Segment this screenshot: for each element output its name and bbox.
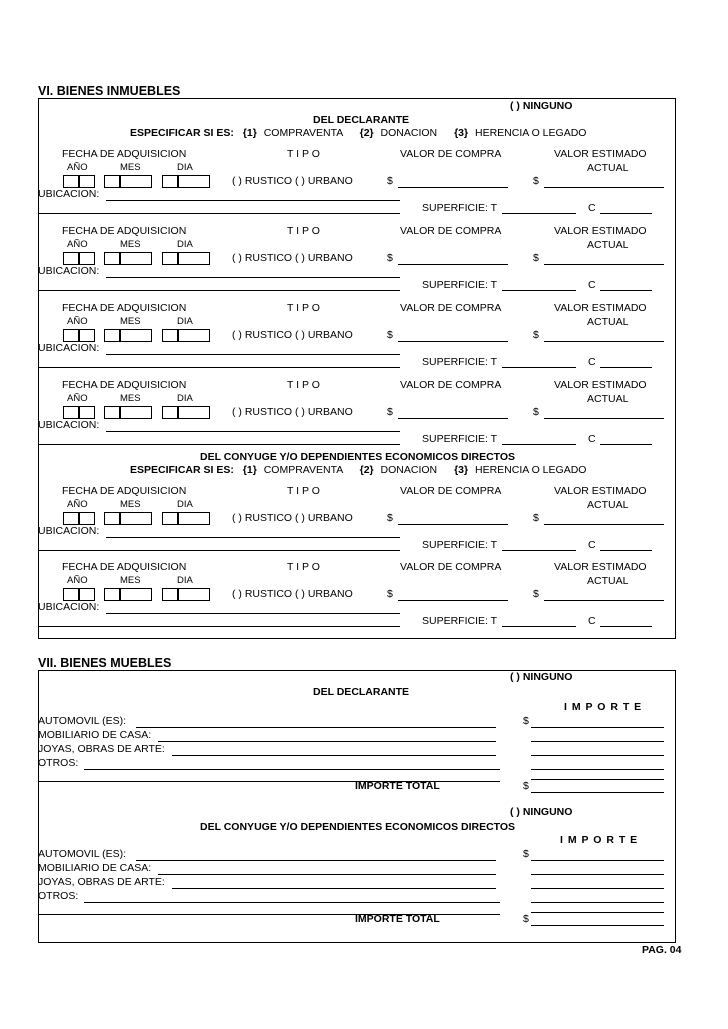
superficie-label: SUPERFICIE: T xyxy=(422,433,498,445)
superficie-c-field[interactable] xyxy=(600,213,652,214)
mes-box-1[interactable] xyxy=(104,329,120,342)
mes-box-1[interactable] xyxy=(104,406,120,419)
superficie-c-field[interactable] xyxy=(600,550,652,551)
joyas-label: JOYAS, OBRAS DE ARTE: xyxy=(38,743,165,755)
anio-box-2[interactable] xyxy=(79,252,95,265)
actual-label: ACTUAL xyxy=(587,162,629,174)
valor-estimado-field[interactable] xyxy=(544,524,664,525)
valor-compra-dollar: $ xyxy=(387,329,393,341)
ubicacion-label: UBICACION: xyxy=(38,525,100,537)
valor-estimado-dollar: $ xyxy=(533,512,539,524)
importe-total-dollar: $ xyxy=(523,913,529,925)
anio-box-2[interactable] xyxy=(79,329,95,342)
ubicacion-field[interactable] xyxy=(106,200,400,201)
automovil-label: AUTOMOVIL (ES): xyxy=(38,715,127,727)
actual-label: ACTUAL xyxy=(587,239,629,251)
ubicacion-label: UBICACION: xyxy=(38,342,100,354)
superficie-label: SUPERFICIE: T xyxy=(422,202,498,214)
mes-box-1[interactable] xyxy=(104,175,120,188)
rustico-urbano-options[interactable]: ( ) RUSTICO ( ) URBANO xyxy=(232,329,353,341)
valor-compra-label: VALOR DE COMPRA xyxy=(400,561,502,573)
dia-box-1[interactable] xyxy=(162,406,178,419)
ubicacion-field[interactable] xyxy=(106,431,400,432)
inmueble-entry xyxy=(0,302,680,382)
valor-estimado-label: VALOR ESTIMADO xyxy=(554,302,647,314)
rustico-urbano-options[interactable]: ( ) RUSTICO ( ) URBANO xyxy=(232,588,353,600)
joyas-field[interactable] xyxy=(172,888,496,889)
valor-estimado-field[interactable] xyxy=(544,600,664,601)
importe-total-field[interactable] xyxy=(531,925,664,926)
fecha-label: FECHA DE ADQUISICION xyxy=(62,561,187,573)
actual-label: ACTUAL xyxy=(587,575,629,587)
rustico-urbano-options[interactable]: ( ) RUSTICO ( ) URBANO xyxy=(232,406,353,418)
anio-label: AÑO xyxy=(67,499,88,510)
valor-estimado-dollar: $ xyxy=(533,406,539,418)
dia-box-2[interactable] xyxy=(178,252,210,265)
anio-box-1[interactable] xyxy=(63,588,79,601)
mobiliario-field[interactable] xyxy=(158,741,496,742)
valor-estimado-dollar: $ xyxy=(533,252,539,264)
page-number: PAG. 04 xyxy=(642,944,682,956)
valor-estimado-dollar: $ xyxy=(533,175,539,187)
mes-box-2[interactable] xyxy=(120,406,152,419)
tipo-label: T I P O xyxy=(287,561,320,573)
superficie-t-field[interactable] xyxy=(502,626,576,627)
valor-estimado-dollar: $ xyxy=(533,329,539,341)
superficie-c-field[interactable] xyxy=(600,626,652,627)
valor-estimado-label: VALOR ESTIMADO xyxy=(554,485,647,497)
dia-box-1[interactable] xyxy=(162,252,178,265)
muebles-conyuge-header: DEL CONYUGE Y/O DEPENDIENTES ECONOMICOS DIRECTOS xyxy=(200,821,516,833)
mes-label: MES xyxy=(120,499,141,510)
valor-estimado-label: VALOR ESTIMADO xyxy=(554,379,647,391)
valor-estimado-label: VALOR ESTIMADO xyxy=(554,561,647,573)
joyas-label: JOYAS, OBRAS DE ARTE: xyxy=(38,876,165,888)
mes-label: MES xyxy=(120,316,141,327)
dia-label: DIA xyxy=(177,239,193,250)
ubicacion-field-line2[interactable] xyxy=(38,213,400,214)
anio-box-2[interactable] xyxy=(79,588,95,601)
automovil-importe-field[interactable] xyxy=(531,860,664,861)
mes-box-1[interactable] xyxy=(104,512,120,525)
rustico-urbano-options[interactable]: ( ) RUSTICO ( ) URBANO xyxy=(232,252,353,264)
ubicacion-label: UBICACION: xyxy=(38,419,100,431)
valor-compra-field[interactable] xyxy=(398,187,508,188)
ubicacion-field[interactable] xyxy=(106,613,400,614)
inmueble-entry xyxy=(0,225,680,305)
importe-total-dollar: $ xyxy=(523,780,529,792)
muebles-declarante-header: DEL DECLARANTE xyxy=(313,686,410,698)
inmuebles-ninguno-checkbox[interactable]: ( ) NINGUNO xyxy=(510,100,573,112)
otros-label: OTROS: xyxy=(38,757,79,769)
mes-box-2[interactable] xyxy=(120,329,152,342)
mobiliario-importe-field[interactable] xyxy=(531,741,664,742)
superficie-c-label: C xyxy=(588,279,596,291)
otros-label: OTROS: xyxy=(38,890,79,902)
superficie-c-label: C xyxy=(588,615,596,627)
section-title-muebles: VII. BIENES MUEBLES xyxy=(38,656,172,670)
ubicacion-field[interactable] xyxy=(106,277,400,278)
importe-header-conyuge: I M P O R T E xyxy=(560,834,639,846)
superficie-label: SUPERFICIE: T xyxy=(422,279,498,291)
ubicacion-field-line2[interactable] xyxy=(38,367,400,368)
ubicacion-field-line2[interactable] xyxy=(38,626,400,627)
superficie-c-field[interactable] xyxy=(600,444,652,445)
declarante-header: DEL DECLARANTE xyxy=(313,114,410,126)
valor-compra-dollar: $ xyxy=(387,175,393,187)
superficie-t-field[interactable] xyxy=(502,290,576,291)
mes-box-1[interactable] xyxy=(104,252,120,265)
mes-box-2[interactable] xyxy=(120,252,152,265)
actual-label: ACTUAL xyxy=(587,316,629,328)
mes-box-2[interactable] xyxy=(120,512,152,525)
ubicacion-field[interactable] xyxy=(106,537,400,538)
superficie-label: SUPERFICIE: T xyxy=(422,539,498,551)
dia-box-1[interactable] xyxy=(162,588,178,601)
superficie-t-field[interactable] xyxy=(502,213,576,214)
anio-box-1[interactable] xyxy=(63,329,79,342)
superficie-c-field[interactable] xyxy=(600,367,652,368)
joyas-importe-field[interactable] xyxy=(531,888,664,889)
joyas-field[interactable] xyxy=(172,755,496,756)
valor-estimado-label: VALOR ESTIMADO xyxy=(554,148,647,160)
tipo-label: T I P O xyxy=(287,148,320,160)
valor-compra-label: VALOR DE COMPRA xyxy=(400,148,502,160)
mobiliario-label: MOBILIARIO DE CASA: xyxy=(38,729,152,741)
valor-estimado-field[interactable] xyxy=(544,187,664,188)
inmueble-entry xyxy=(0,148,680,228)
ubicacion-field-line2[interactable] xyxy=(38,550,400,551)
superficie-c-label: C xyxy=(588,539,596,551)
anio-label: AÑO xyxy=(67,575,88,586)
ubicacion-label: UBICACION: xyxy=(38,265,100,277)
anio-box-1[interactable] xyxy=(63,406,79,419)
joyas-importe-field[interactable] xyxy=(531,755,664,756)
muebles-ninguno-checkbox-conyuge[interactable]: ( ) NINGUNO xyxy=(510,806,573,818)
extra-importe-field[interactable] xyxy=(531,912,664,913)
ubicacion-field-line2[interactable] xyxy=(38,444,400,445)
valor-compra-field[interactable] xyxy=(398,341,508,342)
anio-label: AÑO xyxy=(67,239,88,250)
dia-box-2[interactable] xyxy=(178,175,210,188)
valor-estimado-field[interactable] xyxy=(544,264,664,265)
especificar-legend-conyuge: ESPECIFICAR SI ES: {1} COMPRAVENTA {2} DONACION {3} HERENCIA O LEGADO xyxy=(130,464,587,476)
ubicacion-label: UBICACION: xyxy=(38,188,100,200)
dia-label: DIA xyxy=(177,575,193,586)
inmueble-entry xyxy=(0,485,680,565)
ubicacion-field-line2[interactable] xyxy=(38,290,400,291)
mes-label: MES xyxy=(120,575,141,586)
mobiliario-label: MOBILIARIO DE CASA: xyxy=(38,862,152,874)
anio-label: AÑO xyxy=(67,162,88,173)
anio-box-2[interactable] xyxy=(79,512,95,525)
anio-label: AÑO xyxy=(67,393,88,404)
ubicacion-field[interactable] xyxy=(106,354,400,355)
anio-box-2[interactable] xyxy=(79,175,95,188)
section-title-inmuebles: VI. BIENES INMUEBLES xyxy=(38,84,181,98)
valor-compra-label: VALOR DE COMPRA xyxy=(400,485,502,497)
importe-header: I M P O R T E xyxy=(564,701,643,713)
otros-field[interactable] xyxy=(84,769,500,770)
valor-compra-label: VALOR DE COMPRA xyxy=(400,379,502,391)
ubicacion-label: UBICACION: xyxy=(38,601,100,613)
valor-compra-dollar: $ xyxy=(387,406,393,418)
dia-box-2[interactable] xyxy=(178,512,210,525)
dia-label: DIA xyxy=(177,162,193,173)
mes-box-2[interactable] xyxy=(120,588,152,601)
mes-label: MES xyxy=(120,239,141,250)
anio-box-1[interactable] xyxy=(63,512,79,525)
actual-label: ACTUAL xyxy=(587,393,629,405)
valor-compra-field[interactable] xyxy=(398,264,508,265)
tipo-label: T I P O xyxy=(287,379,320,391)
valor-compra-label: VALOR DE COMPRA xyxy=(400,302,502,314)
especificar-legend: ESPECIFICAR SI ES: {1} COMPRAVENTA {2} DONACION {3} HERENCIA O LEGADO xyxy=(130,127,587,139)
fecha-label: FECHA DE ADQUISICION xyxy=(62,225,187,237)
superficie-t-field[interactable] xyxy=(502,367,576,368)
superficie-c-label: C xyxy=(588,356,596,368)
superficie-c-label: C xyxy=(588,202,596,214)
inmueble-entry xyxy=(0,561,680,641)
mobiliario-field[interactable] xyxy=(158,874,496,875)
importe-total-field[interactable] xyxy=(531,792,664,793)
rustico-urbano-options[interactable]: ( ) RUSTICO ( ) URBANO xyxy=(232,512,353,524)
superficie-c-label: C xyxy=(588,433,596,445)
fecha-label: FECHA DE ADQUISICION xyxy=(62,379,187,391)
muebles-block xyxy=(0,848,680,938)
mes-label: MES xyxy=(120,393,141,404)
tipo-label: T I P O xyxy=(287,485,320,497)
valor-compra-dollar: $ xyxy=(387,588,393,600)
dia-label: DIA xyxy=(177,393,193,404)
dia-box-2[interactable] xyxy=(178,329,210,342)
conyuge-header: DEL CONYUGE Y/O DEPENDIENTES ECONOMICOS DIRECTOS xyxy=(200,451,516,463)
dia-box-2[interactable] xyxy=(178,588,210,601)
valor-compra-dollar: $ xyxy=(387,512,393,524)
valor-compra-field[interactable] xyxy=(398,524,508,525)
valor-estimado-label: VALOR ESTIMADO xyxy=(554,225,647,237)
importe-total-label: IMPORTE TOTAL xyxy=(355,780,440,792)
automovil-dollar: $ xyxy=(523,715,529,727)
dia-box-2[interactable] xyxy=(178,406,210,419)
anio-box-1[interactable] xyxy=(63,175,79,188)
actual-label: ACTUAL xyxy=(587,499,629,511)
inmueble-entry xyxy=(0,379,680,459)
automovil-field[interactable] xyxy=(136,860,496,861)
rustico-urbano-options[interactable]: ( ) RUSTICO ( ) URBANO xyxy=(232,175,353,187)
valor-compra-dollar: $ xyxy=(387,252,393,264)
automovil-label: AUTOMOVIL (ES): xyxy=(38,848,127,860)
anio-box-2[interactable] xyxy=(79,406,95,419)
fecha-label: FECHA DE ADQUISICION xyxy=(62,485,187,497)
importe-total-label: IMPORTE TOTAL xyxy=(355,913,440,925)
automovil-importe-field[interactable] xyxy=(531,727,664,728)
valor-estimado-dollar: $ xyxy=(533,588,539,600)
dia-box-1[interactable] xyxy=(162,512,178,525)
anio-box-1[interactable] xyxy=(63,252,79,265)
tipo-label: T I P O xyxy=(287,302,320,314)
mobiliario-importe-field[interactable] xyxy=(531,874,664,875)
anio-label: AÑO xyxy=(67,316,88,327)
dia-box-1[interactable] xyxy=(162,175,178,188)
superficie-c-field[interactable] xyxy=(600,290,652,291)
superficie-label: SUPERFICIE: T xyxy=(422,615,498,627)
superficie-label: SUPERFICIE: T xyxy=(422,356,498,368)
tipo-label: T I P O xyxy=(287,225,320,237)
mes-label: MES xyxy=(120,162,141,173)
automovil-dollar: $ xyxy=(523,848,529,860)
automovil-field[interactable] xyxy=(136,727,496,728)
fecha-label: FECHA DE ADQUISICION xyxy=(62,302,187,314)
valor-compra-label: VALOR DE COMPRA xyxy=(400,225,502,237)
dia-label: DIA xyxy=(177,316,193,327)
mes-box-2[interactable] xyxy=(120,175,152,188)
valor-estimado-field[interactable] xyxy=(544,341,664,342)
muebles-block xyxy=(0,715,680,805)
dia-box-1[interactable] xyxy=(162,329,178,342)
otros-field[interactable] xyxy=(84,902,500,903)
mes-box-1[interactable] xyxy=(104,588,120,601)
valor-estimado-field[interactable] xyxy=(544,418,664,419)
otros-importe-field[interactable] xyxy=(531,769,664,770)
superficie-t-field[interactable] xyxy=(502,550,576,551)
valor-compra-field[interactable] xyxy=(398,418,508,419)
otros-importe-field[interactable] xyxy=(531,902,664,903)
valor-compra-field[interactable] xyxy=(398,600,508,601)
extra-importe-field[interactable] xyxy=(531,779,664,780)
muebles-ninguno-checkbox[interactable]: ( ) NINGUNO xyxy=(510,671,573,683)
superficie-t-field[interactable] xyxy=(502,444,576,445)
fecha-label: FECHA DE ADQUISICION xyxy=(62,148,187,160)
dia-label: DIA xyxy=(177,499,193,510)
